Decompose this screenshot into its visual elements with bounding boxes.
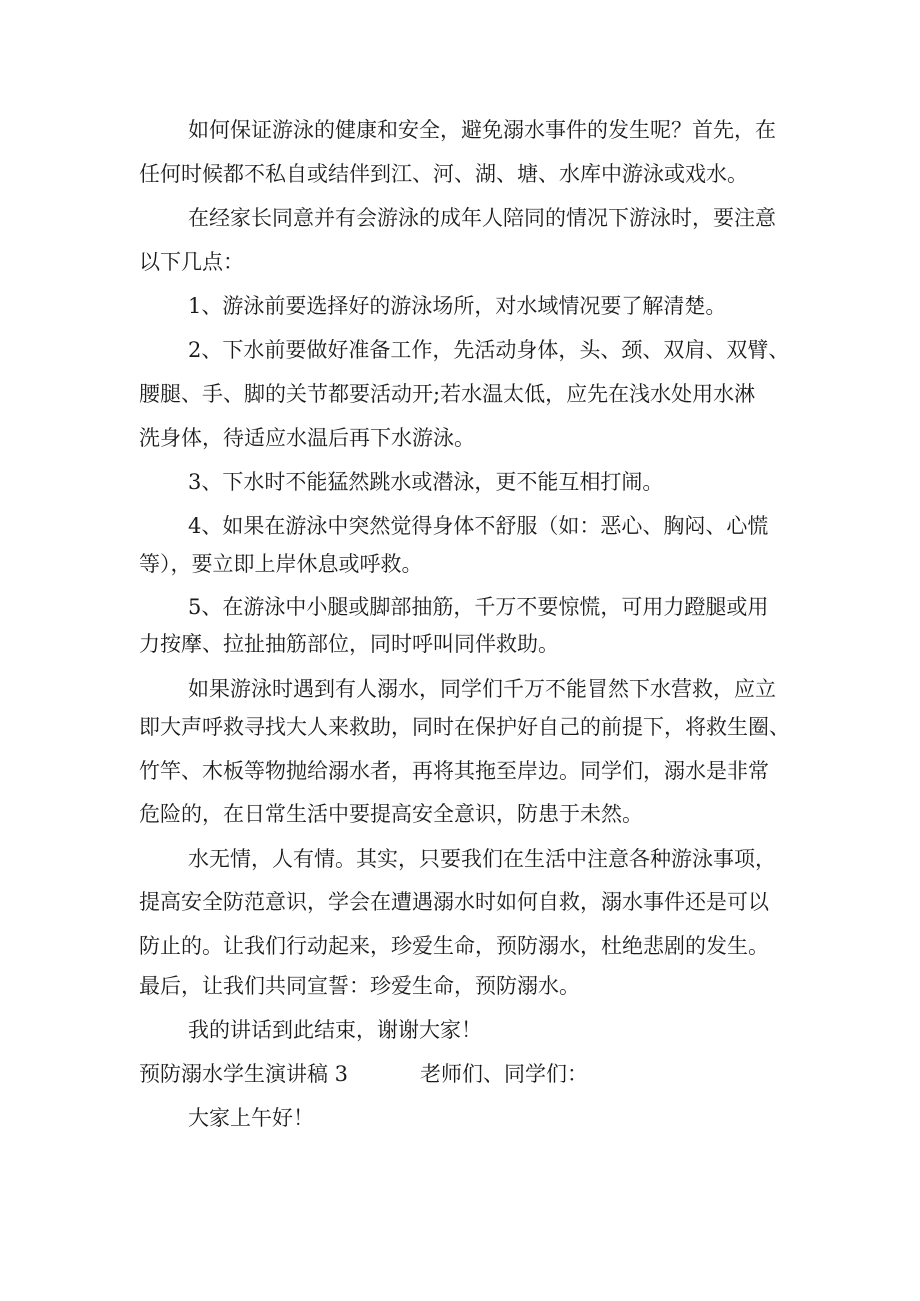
paragraph-line: 竹竿、木板等物抛给溺水者，再将其拖至岸边。同学们，溺水是非常 — [139, 759, 769, 783]
paragraph-line: 提高安全防范意识，学会在遭遇溺水时如何自救，溺水事件还是可以 — [139, 890, 769, 914]
list-item-line: 4、如果在游泳中突然觉得身体不舒服（如：恶心、胸闷、心慌 — [188, 514, 769, 538]
paragraph-line: 水无情，人有情。其实，只要我们在生活中注意各种游泳事项， — [188, 847, 776, 871]
salutation: 老师们、同学们： — [420, 1062, 588, 1086]
section-title: 预防溺水学生演讲稿 3 — [139, 1062, 349, 1086]
list-item-line: 2、下水前要做好准备工作，先活动身体，头、颈、双肩、双臂、 — [188, 338, 790, 362]
list-item-line: 1、游泳前要选择好的游泳场所，对水域情况要了解清楚。 — [188, 294, 727, 318]
list-item-line: 等），要立即上岸休息或呼救。 — [139, 552, 423, 576]
list-item-line: 洗身体，待适应水温后再下水游泳。 — [139, 426, 475, 450]
paragraph-line: 防止的。让我们行动起来，珍爱生命，预防溺水，杜绝悲剧的发生。 — [139, 934, 769, 958]
list-item-line: 5、在游泳中小腿或脚部抽筋，千万不要惊慌，可用力蹬腿或用 — [188, 595, 769, 619]
paragraph-line: 在经家长同意并有会游泳的成年人陪同的情况下游泳时，要注意 — [188, 206, 776, 230]
list-item-line: 3、下水时不能猛然跳水或潜泳，更不能互相打闹。 — [188, 470, 664, 494]
list-item-line: 力按摩、拉扯抽筋部位，同时呼叫同伴救助。 — [139, 632, 559, 656]
paragraph-line: 即大声呼救寻找大人来救助，同时在保护好自己的前提下，将救生圈、 — [139, 715, 790, 739]
list-item-line: 腰腿、手、脚的关节都要活动开;若水温太低，应先在浅水处用水淋 — [139, 382, 756, 406]
closing-line: 我的讲话到此结束，谢谢大家！ — [188, 1018, 482, 1042]
paragraph-line: 危险的，在日常生活中要提高安全意识，防患于未然。 — [139, 802, 643, 826]
paragraph-line: 如果游泳时遇到有人溺水，同学们千万不能冒然下水营救，应立 — [188, 677, 776, 701]
paragraph-line: 如何保证游泳的健康和安全，避免溺水事件的发生呢？首先，在 — [188, 118, 776, 142]
paragraph-line: 任何时候都不私自或结伴到江、河、湖、塘、水库中游泳或戏水。 — [139, 162, 748, 186]
paragraph-line: 最后，让我们共同宣誓：珍爱生命，预防溺水。 — [139, 974, 580, 998]
paragraph-line: 以下几点： — [139, 250, 244, 274]
greeting: 大家上午好！ — [188, 1106, 314, 1130]
